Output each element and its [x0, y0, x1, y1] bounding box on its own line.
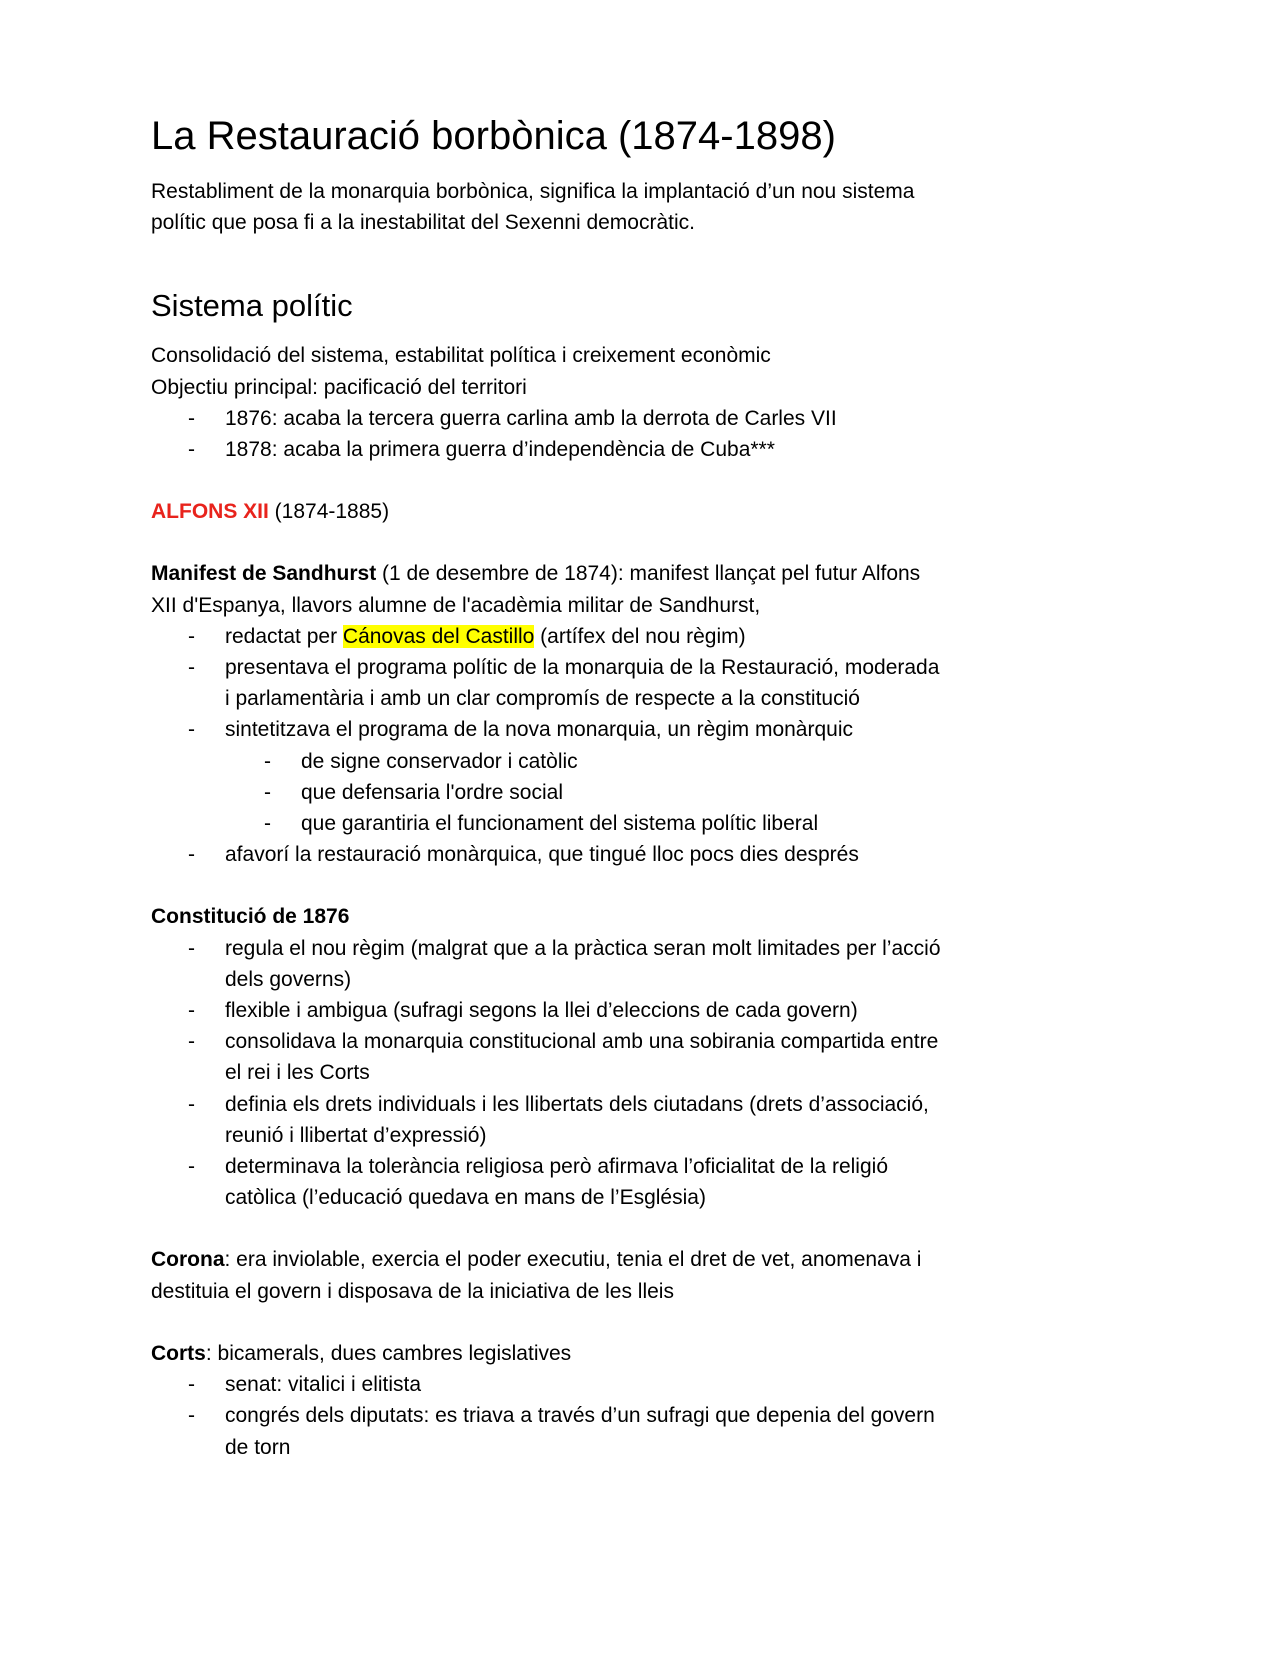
- dash-bullet: -: [264, 780, 271, 804]
- list-item: [151, 1089, 941, 1151]
- dash-bullet: -: [188, 1092, 195, 1116]
- corona-label: Corona: [151, 1248, 225, 1272]
- dash-bullet: -: [264, 749, 271, 773]
- corts-text: : bicamerals, dues cambres legislatives: [205, 1341, 572, 1365]
- dash-bullet: -: [188, 936, 195, 960]
- dash-bullet: -: [188, 1030, 195, 1054]
- list-item: [151, 403, 1151, 434]
- sistema-list: [151, 403, 1151, 465]
- manifest-list: [151, 621, 941, 746]
- list-item: [151, 652, 941, 714]
- dash-bullet: -: [188, 718, 195, 742]
- list-item: [151, 1369, 941, 1400]
- corts-label: Corts: [151, 1341, 206, 1365]
- highlighted-text: Cánovas del Castillo: [342, 624, 535, 648]
- list-item-text: de signe conservador i catòlic: [301, 749, 578, 773]
- list-item-text: consolidava la monarquia constitucional amb una sobirania compartida entre el rei i les Corts: [225, 1030, 939, 1085]
- list-item-text: definia els drets individuals i les llibertats dels ciutadans (drets d’associació, reunió i llibertat d’expressió): [225, 1092, 929, 1147]
- manifest-text: (1 de desembre de 1874): manifest llançat pel futur Alfons XII d'Espanya, llavors alumne de l'acadèmia militar de Sandhurst,: [151, 562, 921, 617]
- dash-bullet: -: [188, 438, 195, 462]
- manifest-title: Manifest de Sandhurst: [151, 562, 377, 586]
- constitucio-heading: Constitució de 1876: [151, 905, 350, 929]
- sublist-item: [151, 746, 1151, 777]
- list-item-text: flexible i ambigua (sufragi segons la llei d’eleccions de cada govern): [225, 999, 858, 1023]
- list-item-text: 1878: acaba la primera guerra d’independència de Cuba***: [225, 438, 775, 462]
- alfons-line: [151, 496, 1151, 527]
- list-item: [151, 1026, 941, 1088]
- list-item-text: sintetitzava el programa de la nova monarquia, un règim monàrquic: [225, 718, 854, 742]
- list-item-text: congrés dels diputats: es triava a través d’un sufragi que depenia del govern de torn: [225, 1404, 935, 1459]
- corona-text: : era inviolable, exercia el poder executiu, tenia el dret de vet, anomenava i destituia el govern i disposava de la iniciativa de les lleis: [151, 1248, 922, 1303]
- section-heading-sistema-politic: Sistema polític: [151, 288, 353, 324]
- list-item-text: 1876: acaba la tercera guerra carlina amb la derrota de Carles VII: [225, 406, 837, 430]
- manifest-list-end: [151, 839, 1151, 870]
- document-title: La Restauració borbònica (1874-1898): [151, 114, 836, 158]
- list-item: [151, 933, 941, 995]
- dash-bullet: -: [188, 656, 195, 680]
- sistema-line-1: Consolidació del sistema, estabilitat política i creixement econòmic: [151, 344, 771, 368]
- list-item: [151, 714, 941, 745]
- sublist-item: [151, 777, 1151, 808]
- list-item-text: presentava el programa polític de la monarquia de la Restauració, moderada i parlamentària i amb un clar compromís de respecte a la constitució: [225, 656, 940, 711]
- dash-bullet: -: [188, 843, 195, 867]
- intro-paragraph: Restabliment de la monarquia borbònica, significa la implantació d’un nou sistema polític que posa fi a la inestabilitat del Sexenni democràtic.: [151, 180, 915, 235]
- sistema-line-2: Objectiu principal: pacificació del territori: [151, 375, 527, 399]
- list-item-text: senat: vitalici i elitista: [225, 1373, 422, 1397]
- alfons-name: ALFONS XII: [151, 500, 269, 524]
- list-item-text: redactat per: [225, 624, 343, 648]
- dash-bullet: -: [188, 999, 195, 1023]
- manifest-sublist: [151, 746, 1151, 840]
- list-item-text: determinava la tolerància religiosa però afirmava l’oficialitat de la religió catòlica (l’educació quedava en mans de l’Església): [225, 1155, 888, 1210]
- dash-bullet: -: [188, 1404, 195, 1428]
- list-item-text: afavorí la restauració monàrquica, que tingué lloc pocs dies després: [225, 843, 859, 867]
- list-item: [151, 434, 1151, 465]
- manifest-paragraph: [151, 558, 941, 620]
- spacer: [151, 1213, 1151, 1244]
- sublist-item: [151, 808, 1151, 839]
- constitucio-list: [151, 933, 941, 1214]
- list-item: [151, 1400, 941, 1462]
- list-item: [151, 621, 941, 652]
- spacer: [151, 870, 1151, 901]
- list-item-text: que defensaria l'ordre social: [301, 780, 563, 804]
- spacer: [151, 527, 1151, 558]
- dash-bullet: -: [188, 1373, 195, 1397]
- list-item-text: (artífex del nou règim): [534, 624, 746, 648]
- list-item: [151, 1151, 941, 1213]
- spacer: [151, 465, 1151, 496]
- spacer: [151, 238, 1151, 286]
- corts-line: [151, 1338, 1151, 1369]
- dash-bullet: -: [188, 624, 195, 648]
- corts-list: [151, 1369, 941, 1463]
- list-item: [151, 995, 941, 1026]
- alfons-years: (1874-1885): [268, 500, 390, 524]
- spacer: [151, 1307, 1151, 1338]
- dash-bullet: -: [188, 406, 195, 430]
- list-item-text: que garantiria el funcionament del sistema polític liberal: [301, 812, 819, 836]
- dash-bullet: -: [264, 812, 271, 836]
- list-item-text: regula el nou règim (malgrat que a la pràctica seran molt limitades per l’acció dels governs): [225, 936, 941, 991]
- corona-paragraph: [151, 1244, 941, 1306]
- dash-bullet: -: [188, 1155, 195, 1179]
- list-item: [151, 839, 1151, 870]
- document-page: [151, 112, 1151, 1463]
